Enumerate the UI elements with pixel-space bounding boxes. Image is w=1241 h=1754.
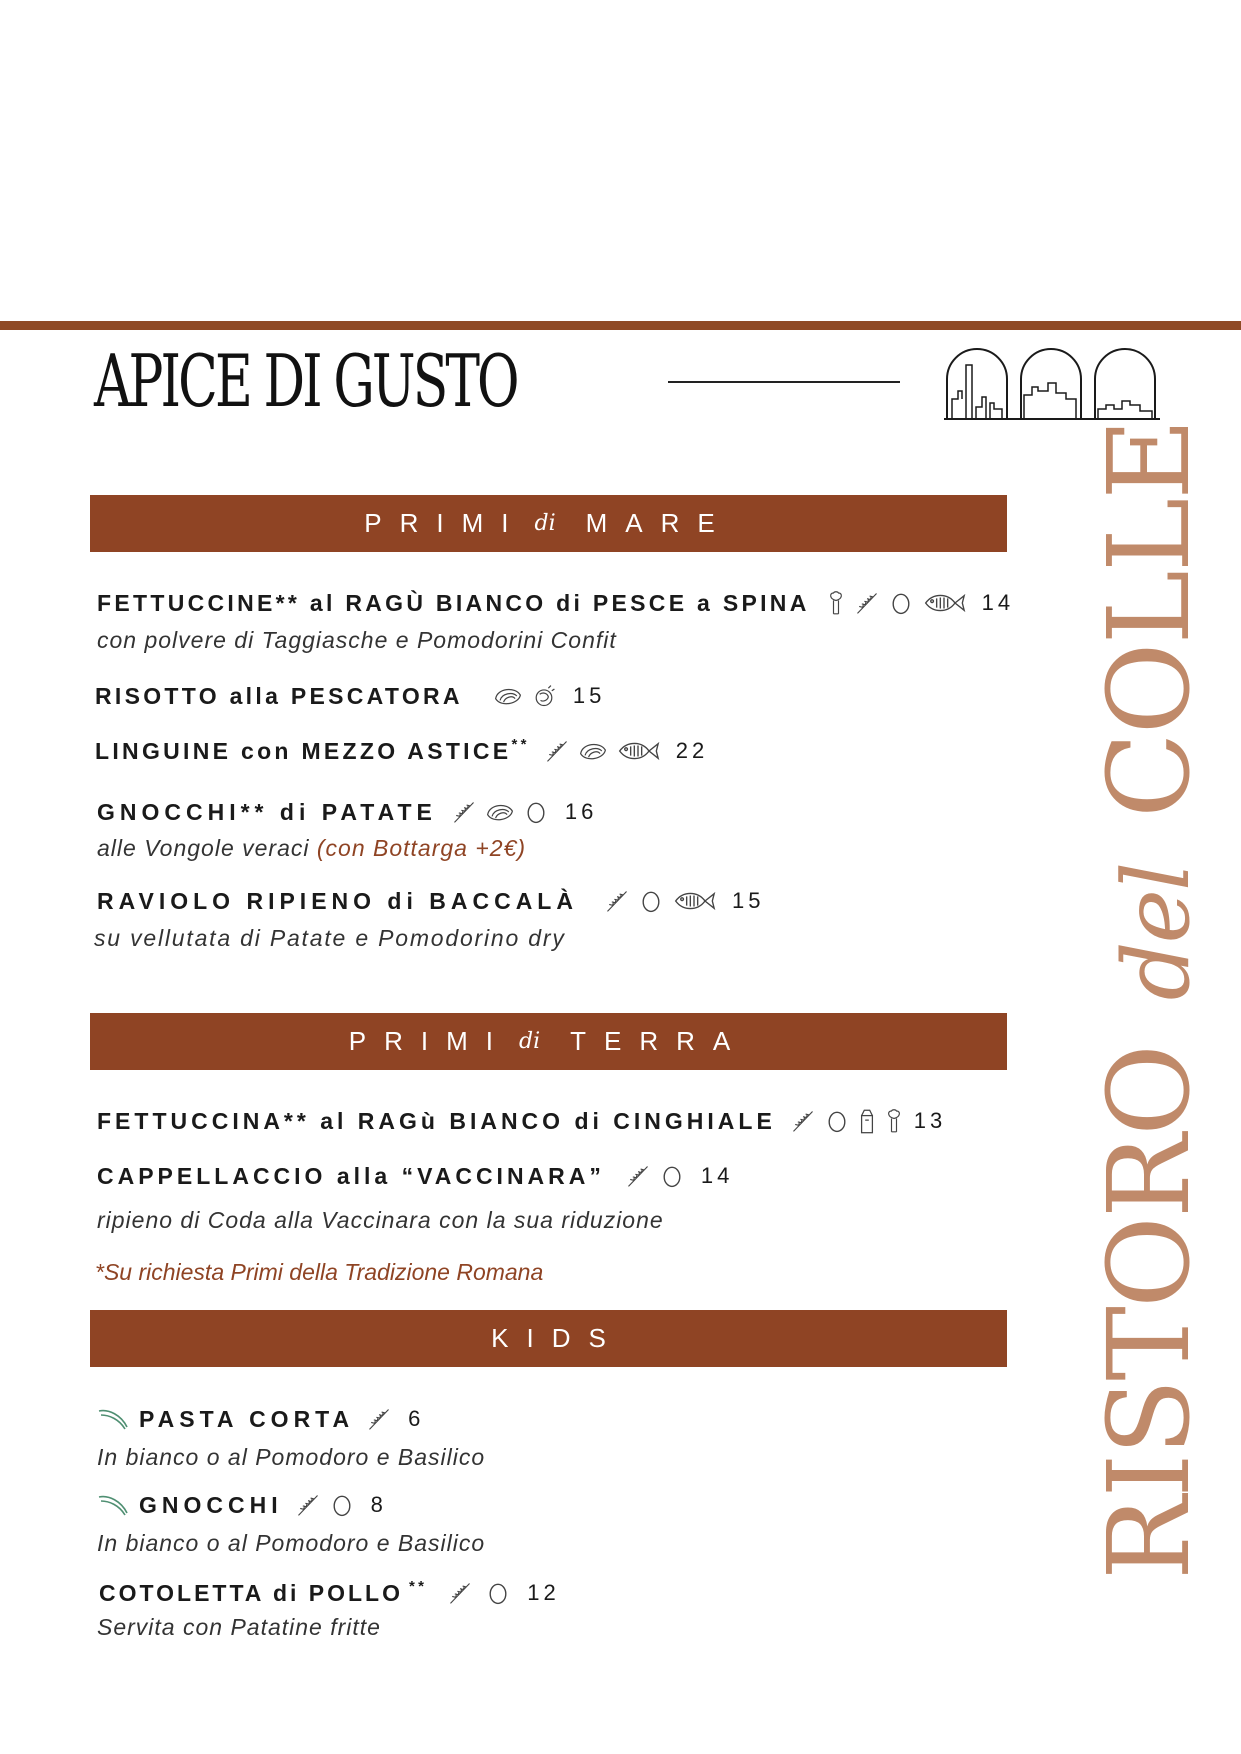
section-title-di: di xyxy=(534,511,556,536)
crustacean-icon xyxy=(531,681,557,711)
section-header-primi-mare xyxy=(90,495,1007,552)
wheat-icon xyxy=(447,1578,473,1608)
menu-item-linguine-astice xyxy=(95,736,708,766)
dish-name: FETTUCCINA** al RAGù BIANCO di CINGHIALE xyxy=(97,1107,776,1134)
celery-icon xyxy=(826,588,846,618)
shellfish-icon xyxy=(485,797,515,827)
section-title-right: MARE xyxy=(585,508,733,538)
wheat-icon xyxy=(451,797,477,827)
leaf-icon xyxy=(97,1407,129,1431)
egg-icon xyxy=(523,797,549,827)
dish-price: 12 xyxy=(527,1580,560,1605)
dish-name: GNOCCHI xyxy=(139,1491,283,1518)
dish-price: 15 xyxy=(572,683,606,708)
wheat-icon xyxy=(854,588,880,618)
dish-price: 8 xyxy=(370,1492,387,1517)
dish-description: con polvere di Taggiasche e Pomodorini Confit xyxy=(97,627,617,653)
menu-item-risotto-pescatora xyxy=(95,681,605,711)
dish-price: 14 xyxy=(981,590,1015,615)
dish-name: CAPPELLACCIO alla “VACCINARA” xyxy=(97,1162,605,1189)
fish-icon xyxy=(672,886,716,916)
section-title-di: di xyxy=(518,1029,541,1054)
dish-description: In bianco o al Pomodoro e Basilico xyxy=(97,1444,486,1470)
page-title: APICE DI GUSTO xyxy=(94,339,517,423)
dish-price: 6 xyxy=(408,1406,425,1431)
fish-icon xyxy=(616,736,660,766)
egg-icon xyxy=(485,1578,511,1608)
dish-price: 16 xyxy=(564,799,598,824)
dish-description: ripieno di Coda alla Vaccinara con la sua riduzione xyxy=(97,1207,664,1233)
wheat-icon xyxy=(604,886,630,916)
side-title-script: del xyxy=(1103,863,1210,1001)
egg-icon xyxy=(329,1490,355,1520)
menu-item-cappellaccio-vaccinara xyxy=(97,1161,733,1191)
section-title-right: TERRA xyxy=(570,1026,749,1056)
dish-price: 15 xyxy=(731,888,765,913)
egg-icon xyxy=(659,1161,685,1191)
dish-description xyxy=(97,835,526,862)
menu-item-raviolo-baccala xyxy=(97,886,764,916)
menu-item-fettuccina-cinghiale xyxy=(97,1106,946,1136)
egg-icon xyxy=(888,588,914,618)
celery-icon xyxy=(884,1106,904,1136)
dish-description-accent: (con Bottarga +2€) xyxy=(316,835,527,861)
dish-name: PASTA CORTA xyxy=(139,1405,355,1432)
dish-name: COTOLETTA di POLLO xyxy=(99,1579,404,1606)
dish-price: 13 xyxy=(913,1108,947,1133)
dish-name: RISOTTO alla PESCATORA xyxy=(95,682,463,709)
dish-price: 14 xyxy=(700,1163,734,1188)
wheat-icon xyxy=(295,1490,321,1520)
top-divider-bar xyxy=(0,321,1241,330)
dish-description: su vellutata di Patate e Pomodorino dry xyxy=(94,925,566,951)
menu-item-pasta-corta xyxy=(97,1404,424,1434)
title-rule xyxy=(668,381,900,383)
menu-item-gnocchi-kids xyxy=(97,1490,387,1520)
egg-icon xyxy=(638,886,664,916)
dish-name-suffix: ** xyxy=(511,736,530,753)
milk-icon xyxy=(858,1106,876,1136)
section-title-left: PRIMI xyxy=(348,1026,511,1056)
wheat-icon xyxy=(625,1161,651,1191)
side-brand-title xyxy=(1085,420,1215,1580)
section-title-left: PRIMI xyxy=(364,508,527,538)
wheat-icon xyxy=(544,736,570,766)
menu-item-gnocchi-patate xyxy=(97,797,597,827)
dish-name: FETTUCCINE** al RAGÙ BIANCO di PESCE a SPINA xyxy=(97,589,810,616)
tradition-note: *Su richiesta Primi della Tradizione Romana xyxy=(95,1259,544,1285)
dish-description: Servita con Patatine fritte xyxy=(97,1614,381,1640)
dish-description: In bianco o al Pomodoro e Basilico xyxy=(97,1530,486,1556)
wheat-icon xyxy=(790,1106,816,1136)
city-skyline-arches-icon xyxy=(944,347,1166,421)
shellfish-icon xyxy=(493,681,523,711)
fish-icon xyxy=(922,588,966,618)
section-header-primi-terra xyxy=(90,1013,1007,1070)
side-title-end: COLLE xyxy=(1085,420,1215,819)
section-header-kids xyxy=(90,1310,1007,1367)
dish-price: 22 xyxy=(675,738,709,763)
dish-name: GNOCCHI** di PATATE xyxy=(97,798,437,825)
dish-description-main: alle Vongole veraci xyxy=(97,835,310,861)
leaf-icon xyxy=(97,1493,129,1517)
dish-name: LINGUINE con MEZZO ASTICE xyxy=(95,737,512,764)
dish-name: RAVIOLO RIPIENO di BACCALÀ xyxy=(97,887,578,914)
wheat-icon xyxy=(366,1404,392,1434)
dish-name-suffix: ** xyxy=(409,1578,428,1595)
menu-item-cotoletta-pollo xyxy=(99,1578,560,1608)
menu-item-fettuccine-pesce xyxy=(97,588,1014,618)
shellfish-icon xyxy=(578,736,608,766)
egg-icon xyxy=(824,1106,850,1136)
side-title-main: RISTORO xyxy=(1085,1046,1215,1580)
section-title: KIDS xyxy=(491,1323,624,1353)
